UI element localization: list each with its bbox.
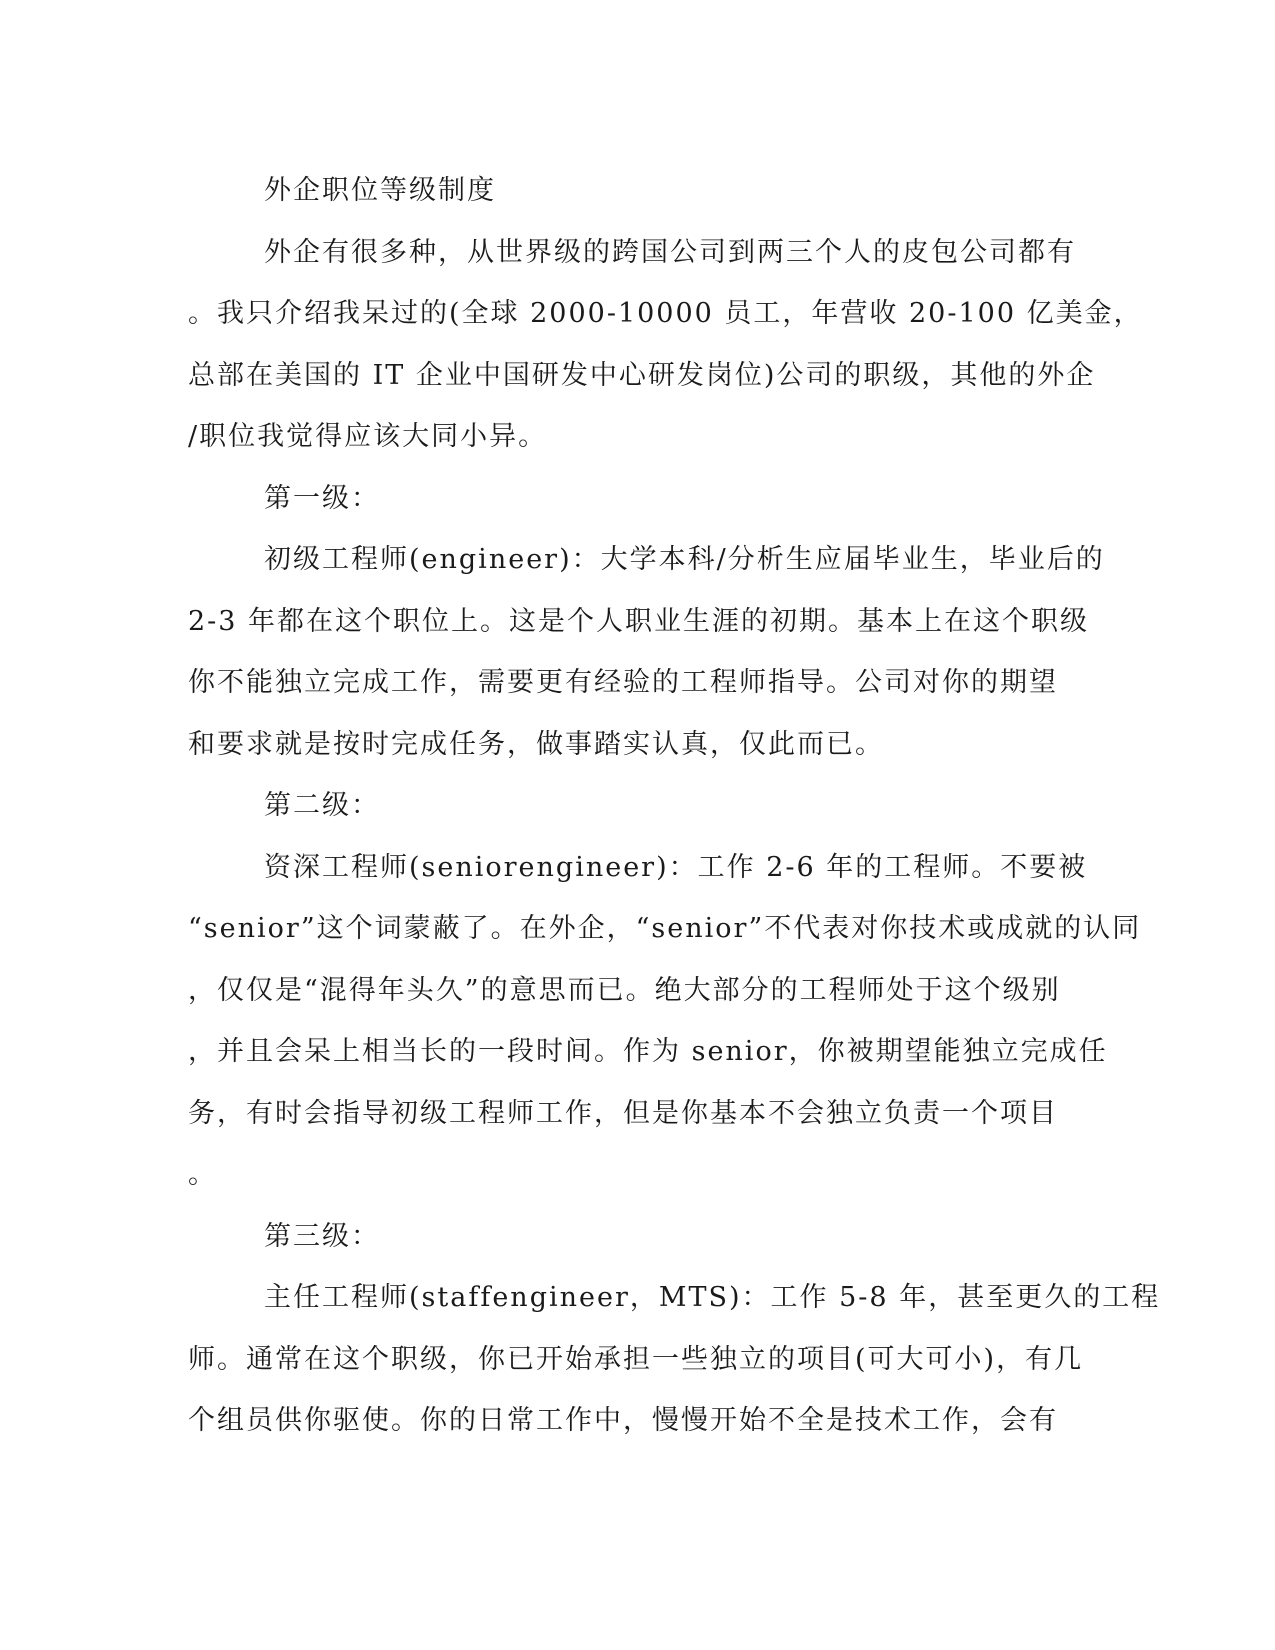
level2-line-4: ，并且会呆上相当长的一段时间。作为 senior，你被期望能独立完成任	[188, 1036, 1108, 1067]
level2-line-6: 。	[188, 1159, 217, 1190]
level2-heading: 第二级：	[264, 790, 380, 821]
intro-line-1: 外企有很多种，从世界级的跨国公司到两三个人的皮包公司都有	[264, 236, 1076, 268]
level1-heading: 第一级：	[264, 482, 380, 514]
level1-line-1: 初级工程师(engineer)：大学本科/分析生应届毕业生，毕业后的	[264, 544, 1105, 575]
level2-paragraph	[188, 837, 1142, 1206]
document-title: 外企职位等级制度	[264, 175, 496, 206]
intro-line-4: /职位我觉得应该大同小异。	[188, 421, 548, 452]
level2-line-5: 务，有时会指导初级工程师工作，但是你基本不会独立负责一个项目	[188, 1097, 1058, 1129]
level3-line-2: 师。通常在这个职级，你已开始承担一些独立的项目(可大可小)，有几	[188, 1343, 1084, 1375]
level3-line-1: 主任工程师(staffengineer，MTS)：工作 5-8 年，甚至更久的工程	[264, 1282, 1161, 1313]
level2-line-3: ，仅仅是“混得年头久”的意思而已。绝大部分的工程师处于这个级别	[188, 974, 1061, 1006]
intro-line-2: 。我只介绍我呆过的(全球 2000-10000 员工，年营收 20-100 亿美金，	[188, 298, 1143, 329]
level3-paragraph	[188, 1267, 1161, 1452]
level2-line-2: “senior”这个词蒙蔽了。在外企，“senior”不代表对你技术或成就的认同	[188, 913, 1142, 944]
level3-line-3: 个组员供你驱使。你的日常工作中，慢慢开始不全是技术工作，会有	[188, 1405, 1058, 1436]
intro-paragraph	[188, 222, 1143, 468]
intro-line-3: 总部在美国的 IT 企业中国研发中心研发岗位)公司的职级，其他的外企	[188, 359, 1096, 391]
level1-line-4: 和要求就是按时完成任务，做事踏实认真，仅此而已。	[188, 728, 884, 760]
level2-line-1: 资深工程师(seniorengineer)：工作 2-6 年的工程师。不要被	[264, 851, 1088, 883]
document-body	[188, 160, 1161, 1452]
level3-heading: 第三级：	[264, 1220, 380, 1252]
level1-line-3: 你不能独立完成工作，需要更有经验的工程师指导。公司对你的期望	[188, 667, 1058, 698]
level1-paragraph	[188, 529, 1105, 775]
level1-line-2: 2-3 年都在这个职位上。这是个人职业生涯的初期。基本上在这个职级	[188, 605, 1090, 637]
